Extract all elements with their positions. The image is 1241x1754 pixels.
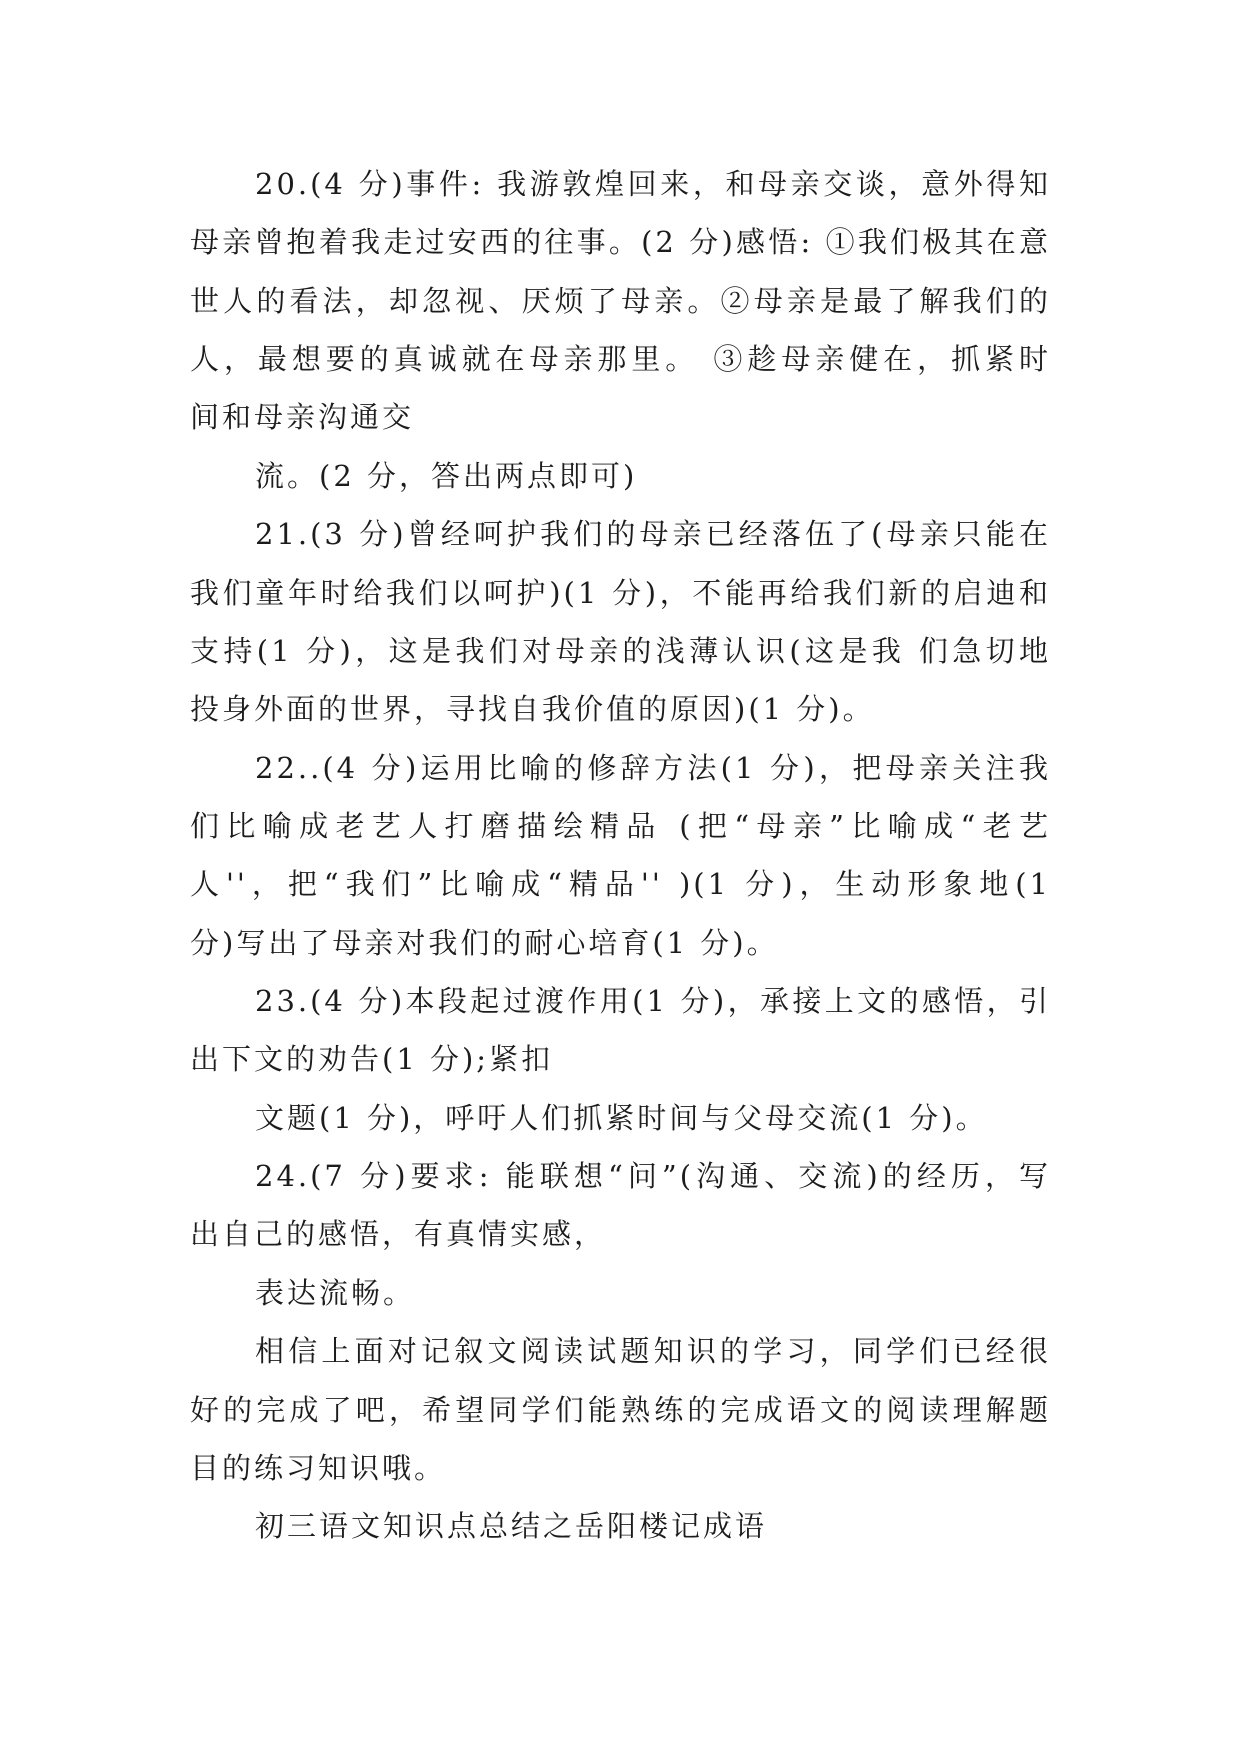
- text-line: 好的完成了吧，希望同学们能熟练的完成语文的阅读理解题: [190, 1392, 1051, 1427]
- text-line: 间和母亲沟通交: [190, 400, 415, 435]
- text-line: 投身外面的世界，寻找自我价值的原因)(1 分)。: [190, 692, 875, 727]
- text-line: 22..(4 分)运用比喻的修辞方法(1 分)，把母亲关注我: [255, 750, 1051, 785]
- text-line: 分)写出了母亲对我们的耐心培育(1 分)。: [190, 925, 779, 960]
- text-line: 世人的看法，却忽视、厌烦了母亲。②母亲是最了解我们的: [190, 283, 1051, 318]
- text-line: 21.(3 分)曾经呵护我们的母亲已经落伍了(母亲只能在: [255, 517, 1051, 552]
- text-line: 表达流畅。: [255, 1275, 416, 1310]
- document-body: [190, 155, 1051, 1556]
- text-line: 我们童年时给我们以呵护)(1 分)，不能再给我们新的启迪和: [190, 575, 1051, 610]
- section-heading: 初三语文知识点总结之岳阳楼记成语: [255, 1509, 768, 1544]
- text-line: 文题(1 分)，呼吁人们抓紧时间与父母交流(1 分)。: [255, 1100, 988, 1135]
- text-line: 人''，把“我们”比喻成“精品'' )(1 分)，生动形象地(1: [190, 867, 1051, 902]
- text-line: 们比喻成老艺人打磨描绘精品 (把“母亲”比喻成“老艺: [190, 808, 1051, 843]
- text-line: 24.(7 分)要求: 能联想“问”(沟通、交流)的经历，写: [255, 1159, 1051, 1194]
- text-line: 母亲曾抱着我走过安西的往事。(2 分)感悟: ①我们极其在意: [190, 225, 1051, 260]
- text-line: 人，最想要的真诚就在母亲那里。 ③趁母亲健在，抓紧时: [190, 342, 1051, 377]
- text-line: 相信上面对记叙文阅读试题知识的学习，同学们已经很: [255, 1334, 1051, 1369]
- text-line: 出自己的感悟，有真情实感，: [190, 1217, 607, 1252]
- text-line: 23.(4 分)本段起过渡作用(1 分)，承接上文的感悟，引: [255, 984, 1051, 1019]
- text-line: 目的练习知识哦。: [190, 1450, 447, 1485]
- text-line: 20.(4 分)事件: 我游敦煌回来，和母亲交谈，意外得知: [255, 167, 1051, 201]
- text-line: 支持(1 分)，这是我们对母亲的浅薄认识(这是我 们急切地: [190, 633, 1051, 668]
- text-line: 流。(2 分，答出两点即可): [255, 458, 638, 493]
- text-line: 出下文的劝告(1 分);紧扣: [190, 1042, 554, 1077]
